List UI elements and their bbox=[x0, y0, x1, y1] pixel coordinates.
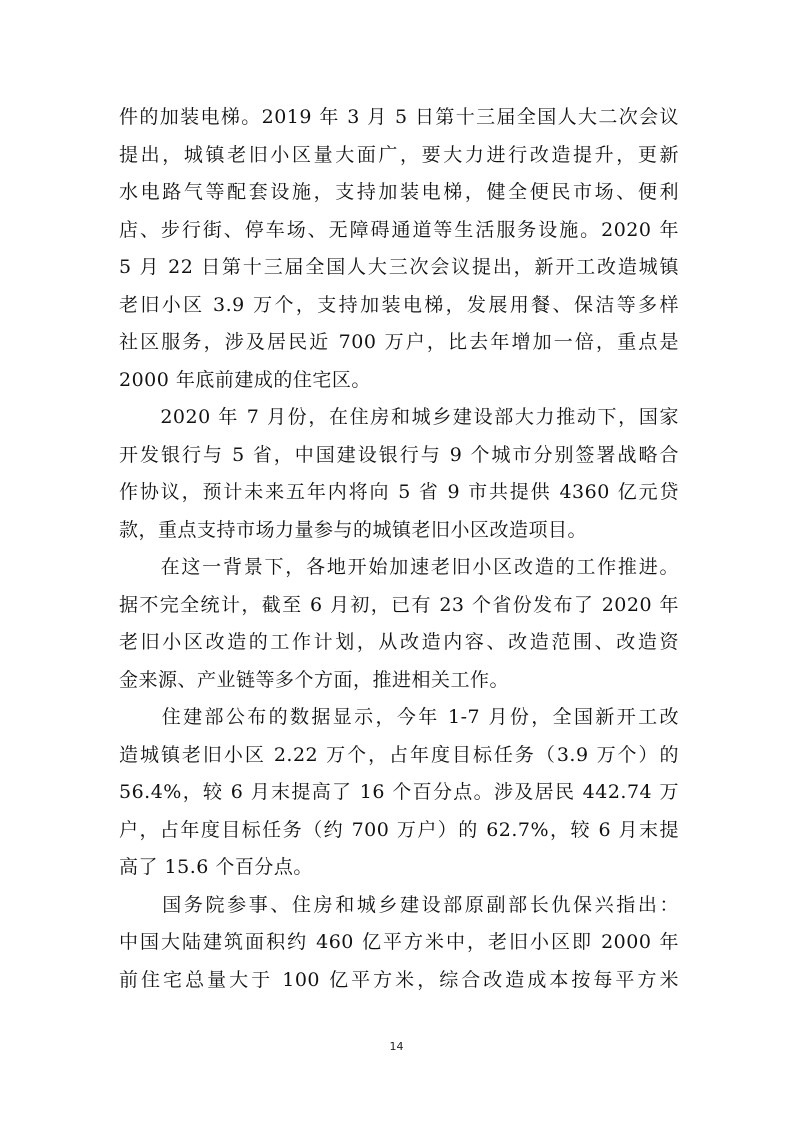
text-line: 件的加装电梯。2019 年 3 月 5 日第十三届全国人大二次会议 bbox=[119, 106, 679, 128]
text-line: 款，重点支持市场力量参与的城镇老旧小区改造项目。 bbox=[119, 518, 588, 541]
text-line: 老旧小区改造的工作计划，从改造内容、改造范围、改造资 bbox=[119, 631, 679, 653]
text-line: 作协议，预计未来五年内将向 5 省 9 市共提供 4360 亿元贷 bbox=[119, 481, 679, 503]
paragraph-1 bbox=[119, 99, 679, 399]
text-line: 5 月 22 日第十三届全国人大三次会议提出，新开工改造城镇 bbox=[119, 256, 679, 278]
text-line: 在这一背景下，各地开始加速老旧小区改造的工作推进。 bbox=[119, 556, 679, 578]
page-number: 14 bbox=[389, 1040, 404, 1053]
text-line: 开发银行与 5 省，中国建设银行与 9 个城市分别签署战略合 bbox=[119, 443, 679, 466]
body-text bbox=[119, 99, 679, 999]
text-line: 住建部公布的数据显示，今年 1-7 月份，全国新开工改 bbox=[119, 706, 679, 728]
text-line: 社区服务，涉及居民近 700 万户，比去年增加一倍，重点是 bbox=[119, 331, 679, 353]
text-line: 中国大陆建筑面积约 460 亿平方米中，老旧小区即 2000 年 bbox=[119, 931, 679, 953]
text-line: 提出，城镇老旧小区量大面广，要大力进行改造提升，更新 bbox=[119, 143, 679, 166]
text-line: 造城镇老旧小区 2.22 万个，占年度目标任务（3.9 万个）的 bbox=[119, 743, 679, 766]
text-line: 前住宅总量大于 100 亿平方米，综合改造成本按每平方米 bbox=[119, 968, 679, 991]
paragraph-4 bbox=[119, 699, 679, 887]
paragraph-3 bbox=[119, 549, 679, 699]
text-line: 户，占年度目标任务（约 700 万户）的 62.7%，较 6 月末提 bbox=[119, 818, 679, 841]
text-line: 2000 年底前建成的住宅区。 bbox=[119, 368, 371, 391]
text-line: 国务院参事、住房和城乡建设部原副部长仇保兴指出： bbox=[119, 893, 679, 916]
text-line: 金来源、产业链等多个方面，推进相关工作。 bbox=[119, 668, 510, 691]
text-line: 水电路气等配套设施，支持加装电梯，健全便民市场、便利 bbox=[119, 181, 679, 203]
text-line: 56.4%，较 6 月末提高了 16 个百分点。涉及居民 442.74 万 bbox=[119, 781, 679, 803]
paragraph-5 bbox=[119, 887, 679, 1000]
text-line: 老旧小区 3.9 万个，支持加装电梯，发展用餐、保洁等多样 bbox=[119, 293, 679, 316]
paragraph-2 bbox=[119, 399, 679, 549]
text-line: 高了 15.6 个百分点。 bbox=[119, 856, 313, 878]
text-line: 店、步行街、停车场、无障碍通道等生活服务设施。2020 年 bbox=[119, 218, 679, 241]
text-line: 据不完全统计，截至 6 月初，已有 23 个省份发布了 2020 年 bbox=[119, 593, 679, 616]
text-line: 2020 年 7 月份，在住房和城乡建设部大力推动下，国家 bbox=[119, 406, 679, 428]
